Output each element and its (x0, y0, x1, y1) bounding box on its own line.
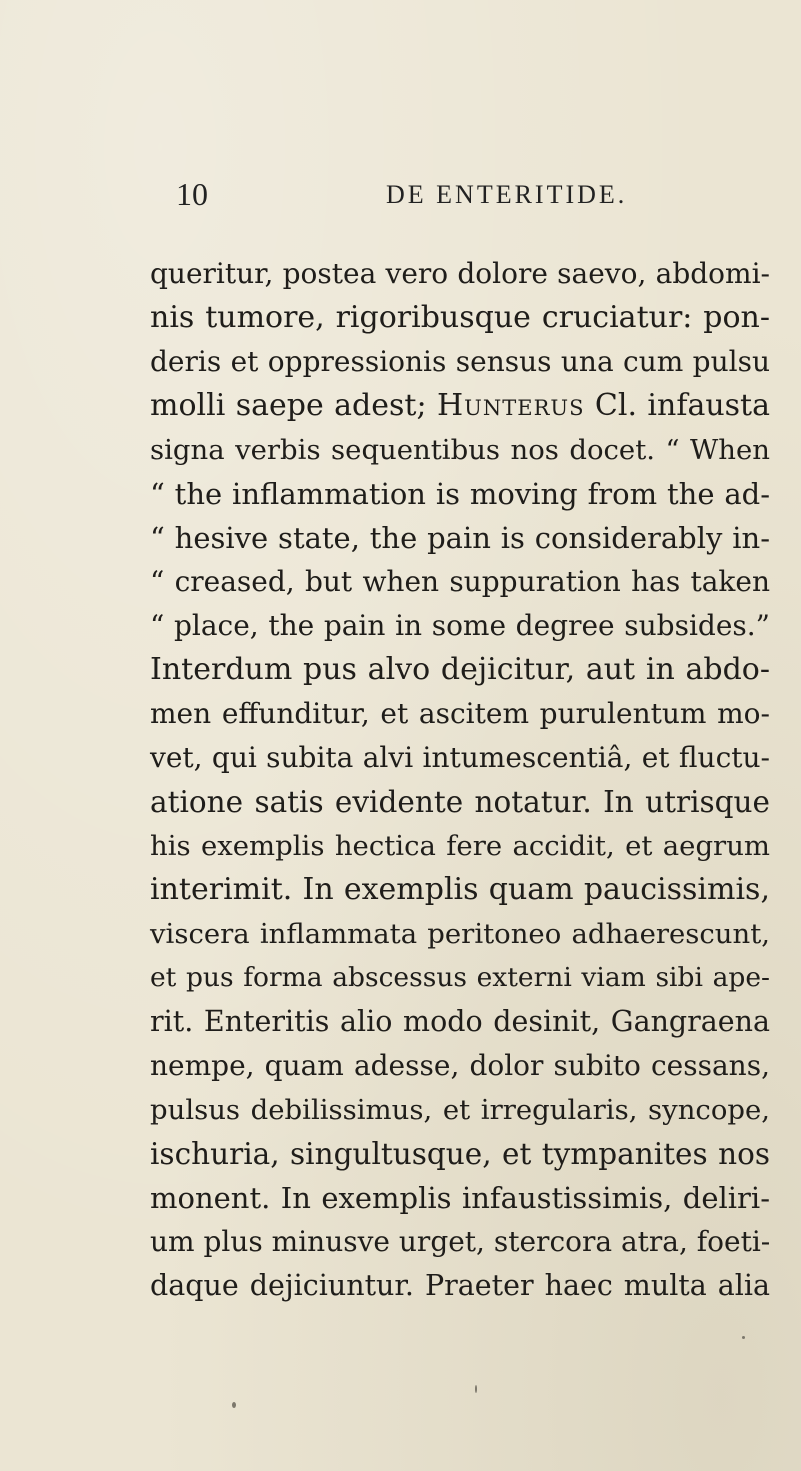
text-line: interimit. In exemplis quam paucissimis, (150, 872, 770, 907)
text-line: et pus forma abscessus externi viam sibi ape- (150, 962, 770, 993)
text-fragment: molli saepe adest; (150, 388, 437, 423)
text-line: deris et oppressionis sensus una cum pulsu (150, 345, 770, 378)
running-head: DE ENTERITIDE. (386, 180, 628, 209)
text-line: men effunditur, et ascitem purulentum mo- (150, 697, 770, 730)
text-line: his exemplis hectica fere accidit, et aegrum (150, 830, 770, 862)
text-line: Interdum pus alvo dejicitur, aut in abdo- (150, 652, 770, 687)
text-line: “ hesive state, the pain is considerably in- (150, 521, 770, 555)
text-line: signa verbis sequentibus nos docet. “ When (150, 434, 770, 466)
speck (742, 1336, 745, 1339)
speck (232, 1402, 236, 1408)
text-line: vet, qui subita alvi intumescentiâ, et fluctu- (150, 741, 770, 774)
text-line: atione satis evidente notatur. In utrisque (150, 785, 770, 819)
speck (475, 1385, 477, 1393)
text-line: um plus minusve urget, stercora atra, foeti- (150, 1225, 771, 1258)
text-line-with-name (150, 384, 770, 428)
text-line: nis tumore, rigoribusque cruciatur: pon- (150, 300, 770, 335)
text-line: viscera inflammata peritoneo adhaerescunt, (150, 918, 770, 950)
text-line: “ place, the pain in some degree subsides.” (150, 609, 770, 642)
text-line: pulsus debilissimus, et irregularis, syncope, (150, 1094, 770, 1126)
text-line: ischuria, singultusque, et tympanites nos (150, 1137, 770, 1171)
text-line: “ the inflammation is moving from the ad- (150, 477, 770, 511)
text-line: rit. Enteritis alio modo desinit, Gangraena (150, 1005, 770, 1038)
body-text (150, 252, 770, 1308)
text-line: monent. In exemplis infaustissimis, deliri- (150, 1181, 770, 1215)
text-line: daque dejiciuntur. Praeter haec multa alia (150, 1269, 770, 1302)
page-header (176, 176, 736, 216)
text-fragment: Cl. infausta (584, 388, 770, 423)
text-line: queritur, postea vero dolore saevo, abdomi- (150, 257, 770, 290)
text-line: “ creased, but when suppuration has taken (150, 565, 770, 598)
page-number: 10 (176, 176, 208, 212)
author-name: Hunterus (437, 388, 585, 423)
text-line: nempe, quam adesse, dolor subito cessans, (150, 1049, 770, 1082)
